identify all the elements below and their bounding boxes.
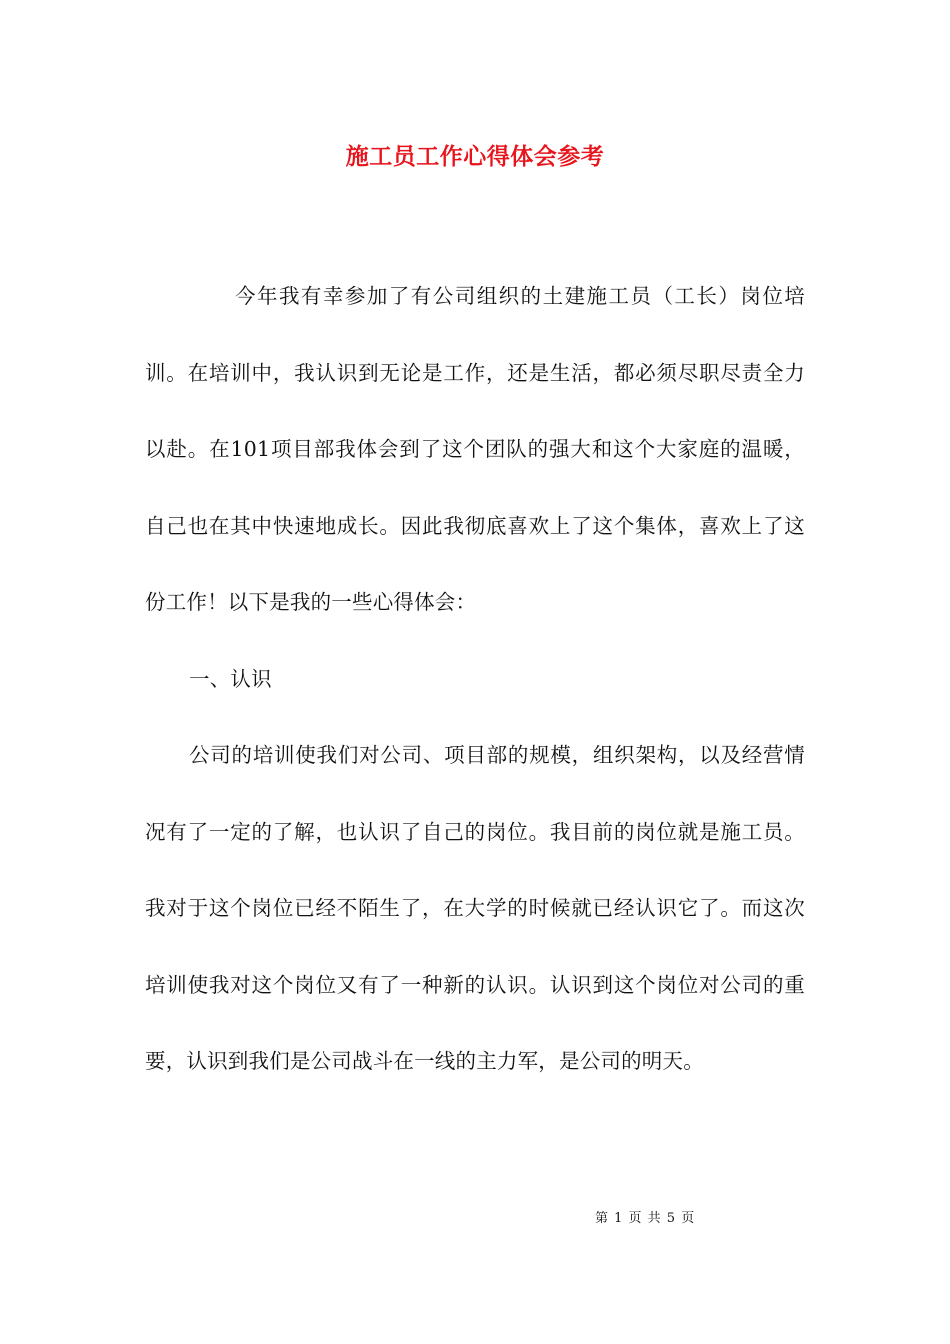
paragraph-intro: 今年我有幸参加了有公司组织的土建施工员（工长）岗位培训。在培训中，我认识到无论是工作，还是生活，都必须尽职尽责全力以赴。在101项目部我体会到了这个团队的强大和这个大家庭的温暖，自己也在其中快速地成长。因此我彻底喜欢上了这个集体，喜欢上了这份工作！以下是我的一些心得体会： bbox=[145, 284, 805, 614]
paragraph-recognition: 公司的培训使我们对公司、项目部的规模，组织架构，以及经营情况有了一定的了解，也认识了自己的岗位。我目前的岗位就是施工员。我对于这个岗位已经不陌生了，在大学的时候就已经认识它了。而这次培训使我对这个岗位又有了一种新的认识。认识到这个岗位对公司的重要，认识到我们是公司战斗在一线的主力军，是公司的明天。 bbox=[145, 743, 805, 1073]
section-heading-recognition: 一、认识 bbox=[189, 666, 272, 691]
document-title: 施工员工作心得体会参考 bbox=[345, 143, 605, 170]
document-body bbox=[145, 258, 805, 1100]
page-number-footer: 第 1 页 共 5 页 bbox=[595, 1211, 696, 1226]
